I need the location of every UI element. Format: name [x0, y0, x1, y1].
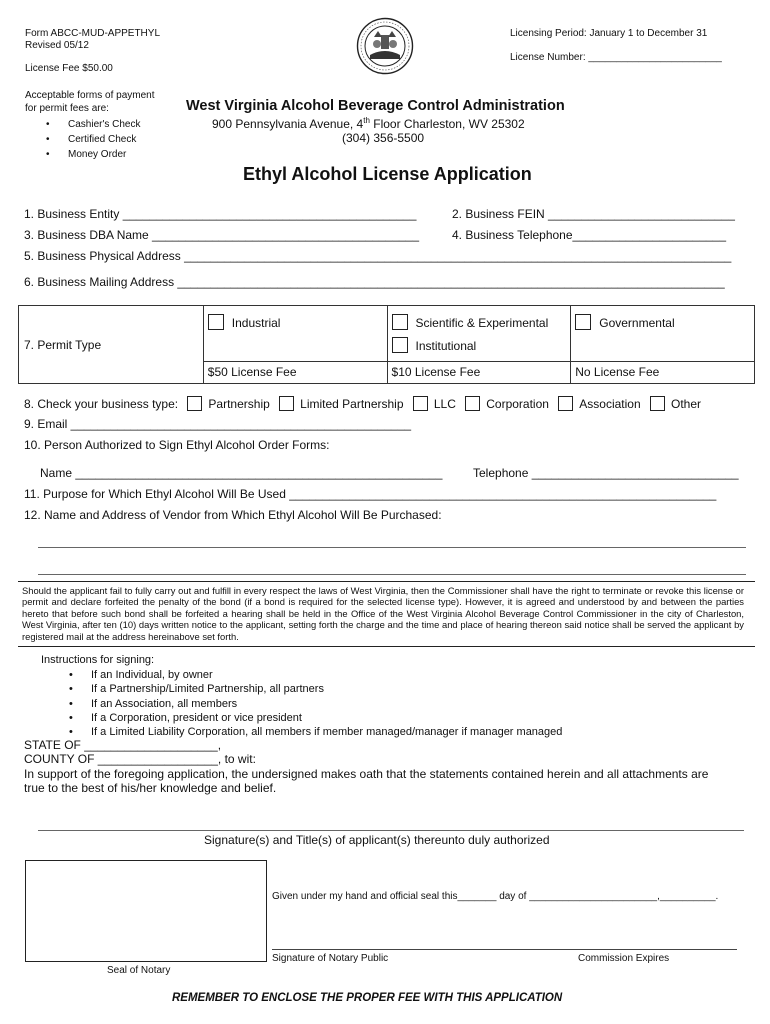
- purpose-field[interactable]: 11. Purpose for Which Ethyl Alcohol Will Be Used ________________________________________________________________: [24, 487, 717, 501]
- seal-of-notary-label: Seal of Notary: [107, 965, 171, 976]
- instructions-title: Instructions for signing:: [41, 654, 155, 666]
- vendor-line[interactable]: [38, 547, 746, 548]
- instruction-item: • If an Individual, by owner: [91, 668, 562, 682]
- agency-phone: (304) 356-5500: [342, 131, 425, 145]
- permit-governmental-option[interactable]: Governmental: [575, 314, 674, 330]
- signature-caption: Signature(s) and Title(s) of applicant(s) thereunto duly authorized: [204, 833, 550, 847]
- section-divider: [18, 646, 755, 647]
- payment-intro: Acceptable forms of payment: [25, 90, 155, 101]
- permit-scientific-option[interactable]: Scientific & Experimental: [392, 314, 549, 330]
- industrial-fee: $50 License Fee: [207, 365, 297, 379]
- permit-type-table: [18, 305, 755, 384]
- partnership-checkbox[interactable]: [187, 396, 202, 411]
- payment-method: • Certified Check: [68, 132, 141, 147]
- instructions-list: [91, 668, 562, 739]
- footer-reminder: REMEMBER TO ENCLOSE THE PROPER FEE WITH THIS APPLICATION: [172, 992, 563, 1004]
- instruction-item: • If a Partnership/Limited Partnership, all partners: [91, 682, 562, 696]
- instruction-item: • If a Limited Liability Corporation, all members if member managed/manager if manager managed: [91, 725, 562, 739]
- person-authorized-heading: 10. Person Authorized to Sign Ethyl Alcohol Order Forms:: [24, 438, 330, 452]
- signature-line[interactable]: [38, 830, 744, 831]
- oath-statement-2: true to the best of his/her knowledge and belief.: [24, 781, 277, 795]
- payment-method: • Money Order: [68, 147, 141, 162]
- notary-signature-label: Signature of Notary Public: [272, 953, 389, 964]
- limited-partnership-checkbox[interactable]: [279, 396, 294, 411]
- notary-seal-box: [25, 860, 267, 962]
- scientific-checkbox[interactable]: [392, 314, 408, 330]
- permit-type-label: 7. Permit Type: [24, 338, 102, 352]
- industrial-checkbox[interactable]: [208, 314, 224, 330]
- license-fee: License Fee $50.00: [25, 63, 113, 74]
- permit-industrial-option[interactable]: Industrial: [208, 314, 281, 330]
- business-dba-field[interactable]: 3. Business DBA Name ________________________________________: [24, 228, 420, 242]
- physical-address-field[interactable]: 5. Business Physical Address __________________________________________________________________________________: [24, 249, 732, 263]
- authorized-telephone-field[interactable]: Telephone _______________________________: [473, 466, 739, 480]
- section-divider: [18, 581, 755, 582]
- given-under-hand-field[interactable]: Given under my hand and official seal this_______ day of _______________________,__________.: [272, 891, 719, 902]
- payment-methods-list: [68, 117, 141, 162]
- legal-paragraph: Should the applicant fail to fully carry out and fulfill in every respect the laws of West Virginia, then the Commissioner shall have the right to terminate or revoke this license or permit and declare forfeited the penalty of the bond (if a bond is required for the selected license type). However, it is agreed and understood by and between the parties hereto that before such bond shall be forfeited a hearing shall be held in the Office of the West Virginia Alcohol Beverage Control Commissioner in the city of Charleston, West Virginia, after ten (10) days written notice to the applicant, setting forth the charge and the time and place of hearing thereon said notice shall be served the applicant by registered mail at the address hereinabove set forth.: [22, 585, 744, 642]
- email-field[interactable]: 9. Email ___________________________________________________: [24, 417, 412, 431]
- governmental-checkbox[interactable]: [575, 314, 591, 330]
- governmental-fee: No License Fee: [575, 365, 660, 379]
- state-field[interactable]: STATE OF ____________________,: [24, 738, 222, 752]
- oath-statement: In support of the foregoing application, the undersigned makes oath that the statements contained herein and all attachments are: [24, 767, 709, 781]
- business-entity-field[interactable]: 1. Business Entity ____________________________________________: [24, 207, 417, 221]
- mailing-address-field[interactable]: 6. Business Mailing Address __________________________________________________________________________________: [24, 275, 725, 289]
- association-checkbox[interactable]: [558, 396, 573, 411]
- county-field[interactable]: COUNTY OF __________________, to wit:: [24, 752, 256, 766]
- permit-governmental-cell: [571, 306, 755, 384]
- instruction-item: • If an Association, all members: [91, 697, 562, 711]
- permit-scientific-cell: [387, 306, 571, 384]
- permit-industrial-cell: [203, 306, 387, 384]
- instruction-item: • If a Corporation, president or vice president: [91, 711, 562, 725]
- form-id: Form ABCC-MUD-APPETHYL: [25, 28, 161, 39]
- permit-type-label-cell: [19, 306, 204, 384]
- west-virginia-seal-icon: [356, 17, 414, 75]
- corporation-checkbox[interactable]: [465, 396, 480, 411]
- business-type-label: 8. Check your business type:: [24, 397, 179, 411]
- agency-address: 900 Pennsylvania Avenue, 4th Floor Charleston, WV 25302: [212, 116, 525, 131]
- business-fein-field[interactable]: 2. Business FEIN ____________________________: [452, 207, 735, 221]
- vendor-heading: 12. Name and Address of Vendor from Which Ethyl Alcohol Will Be Purchased:: [24, 508, 442, 522]
- licensing-period: Licensing Period: January 1 to December 31: [510, 28, 708, 39]
- scientific-fee: $10 License Fee: [391, 365, 481, 379]
- payment-method: • Cashier's Check: [68, 117, 141, 132]
- vendor-line[interactable]: [38, 574, 746, 575]
- page-title: Ethyl Alcohol License Application: [243, 164, 532, 184]
- permit-institutional-option[interactable]: Institutional: [392, 337, 477, 353]
- authorized-name-field[interactable]: Name _______________________________________________________: [40, 466, 443, 480]
- license-number-field[interactable]: License Number: ________________________: [510, 52, 722, 63]
- notary-signature-line[interactable]: [272, 949, 737, 950]
- llc-checkbox[interactable]: [413, 396, 428, 411]
- fee-row-divider: [203, 361, 755, 362]
- payment-intro-2: for permit fees are:: [25, 103, 109, 114]
- institutional-checkbox[interactable]: [392, 337, 408, 353]
- business-type-row: 8. Check your business type: Partnership Limited Partnership LLC Corporation Association Other: [24, 397, 702, 411]
- other-checkbox[interactable]: [650, 396, 665, 411]
- revised-date: Revised 05/12: [25, 40, 89, 51]
- commission-expires-label: Commission Expires: [578, 953, 670, 964]
- business-telephone-field[interactable]: 4. Business Telephone_______________________: [452, 228, 727, 242]
- agency-name: West Virginia Alcohol Beverage Control Administration: [186, 98, 565, 114]
